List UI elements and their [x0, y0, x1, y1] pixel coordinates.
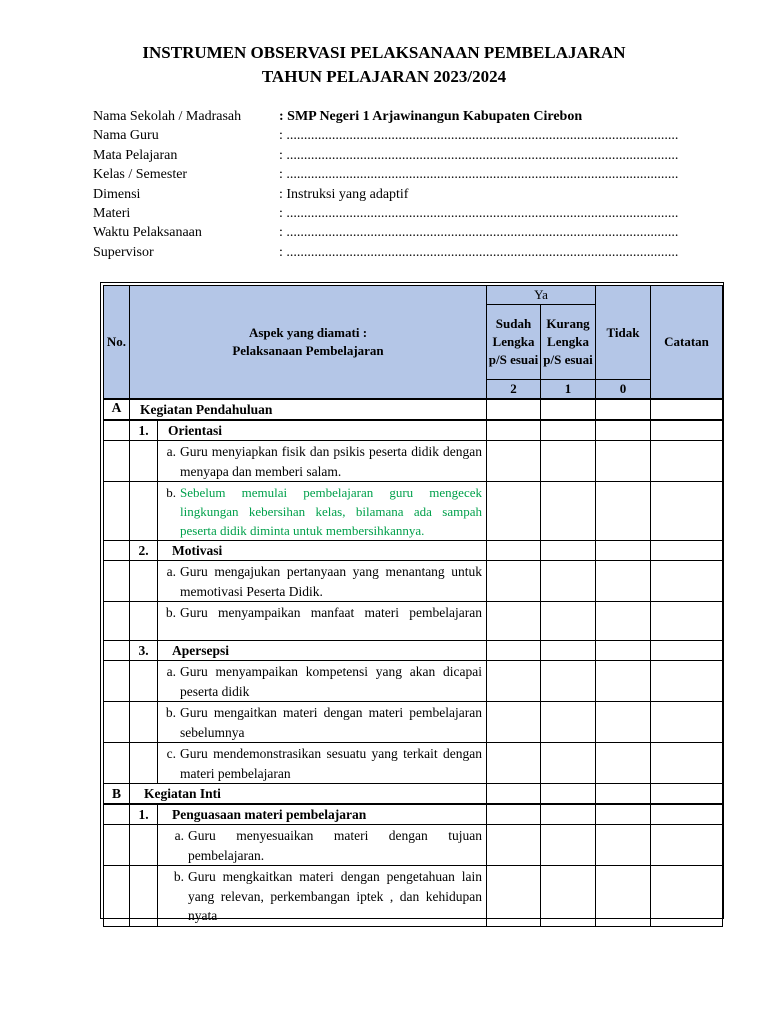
- cell-sudah[interactable]: [487, 420, 541, 441]
- subsection-num: 2.: [130, 541, 158, 561]
- cell-sudah[interactable]: [487, 702, 541, 743]
- cell-sudah[interactable]: [487, 866, 541, 927]
- cell-kurang[interactable]: [541, 784, 596, 805]
- cell-catatan[interactable]: [651, 561, 723, 602]
- list-item: [158, 441, 486, 481]
- list-item: [158, 743, 486, 783]
- cell-empty: [130, 661, 158, 702]
- section-label: [130, 784, 487, 805]
- info-value: : ................................................................................................................: [279, 167, 679, 183]
- item-letter: c.: [166, 746, 176, 761]
- cell-kurang[interactable]: [541, 641, 596, 661]
- info-value: : ................................................................................................................: [279, 205, 679, 221]
- score-kurang: 1: [541, 380, 596, 400]
- info-block: [93, 107, 733, 262]
- header-aspek: [130, 286, 487, 400]
- document-title: INSTRUMEN OBSERVASI PELAKSANAAN PEMBELAJARAN: [142, 43, 626, 62]
- cell-catatan[interactable]: [651, 441, 723, 482]
- subsection-label-text: Orientasi: [168, 423, 222, 438]
- item-cell: [158, 702, 487, 743]
- info-label: Nama Guru: [93, 128, 159, 144]
- table-row: [104, 866, 723, 927]
- info-row-guru: [93, 126, 733, 145]
- list-item: [158, 866, 486, 926]
- info-row-dimensi: [93, 185, 733, 204]
- item-letter: b.: [165, 605, 176, 620]
- item-text: [180, 603, 482, 623]
- header-ya: Ya: [487, 286, 596, 305]
- info-value: : ................................................................................................................: [279, 225, 679, 241]
- cell-sudah[interactable]: [487, 743, 541, 784]
- item-text: Guru mengajukan pertanyaan yang menantang untuk memotivasi Peserta Didik.: [180, 564, 482, 599]
- table-row: [104, 561, 723, 602]
- document-subtitle: TAHUN PELAJARAN 2023/2024: [261, 67, 507, 86]
- cell-kurang[interactable]: [541, 420, 596, 441]
- cell-catatan[interactable]: [651, 825, 723, 866]
- cell-kurang[interactable]: [541, 541, 596, 561]
- cell-sudah[interactable]: [487, 541, 541, 561]
- list-item: [158, 825, 486, 865]
- list-item: [158, 482, 486, 540]
- cell-empty: [104, 420, 130, 441]
- info-label: Mata Pelajaran: [93, 147, 178, 163]
- table-row: [104, 804, 723, 825]
- table-row: [104, 641, 723, 661]
- cell-empty: [130, 743, 158, 784]
- item-text: Guru menyampaikan kompetensi yang akan dicapai peserta didik: [180, 664, 482, 699]
- cell-tidak[interactable]: [596, 482, 651, 541]
- section-label-text: Kegiatan Inti: [144, 786, 221, 801]
- item-cell: [158, 866, 487, 927]
- subsection-num: 1.: [130, 804, 158, 825]
- cell-tidak[interactable]: [596, 602, 651, 641]
- cell-empty: [104, 661, 130, 702]
- item-letter: b.: [165, 705, 176, 720]
- section-label-text: Kegiatan Pendahuluan: [140, 402, 273, 417]
- info-value: : ................................................................................................................: [279, 147, 679, 163]
- cell-sudah[interactable]: [487, 784, 541, 805]
- info-label: Kelas / Semester: [93, 167, 188, 183]
- info-label: Materi: [93, 205, 131, 221]
- cell-sudah[interactable]: [487, 825, 541, 866]
- cell-empty: [104, 482, 130, 541]
- info-label: Nama Sekolah / Madrasah: [93, 109, 242, 124]
- info-label: Dimensi: [93, 186, 141, 202]
- item-letter: b.: [173, 869, 184, 884]
- subsection-label: [158, 804, 487, 825]
- item-text: Guru menyiapkan fisik dan psikis peserta didik dengan menyapa dan memberi salam.: [180, 444, 482, 479]
- info-row-mapel: [93, 146, 733, 165]
- item-cell: [158, 661, 487, 702]
- cell-catatan[interactable]: [651, 661, 723, 702]
- cell-tidak[interactable]: [596, 825, 651, 866]
- cell-empty: [130, 866, 158, 927]
- item-letter: a.: [166, 664, 176, 679]
- cell-empty: [104, 641, 130, 661]
- list-item: [158, 661, 486, 701]
- cell-sudah[interactable]: [487, 641, 541, 661]
- table-row: [104, 825, 723, 866]
- cell-empty: [104, 743, 130, 784]
- cell-catatan[interactable]: [651, 743, 723, 784]
- cell-kurang[interactable]: [541, 743, 596, 784]
- item-text: Guru mendemonstrasikan sesuatu yang terkait dengan materi pembelajaran: [180, 746, 482, 781]
- header-aspek-line2: Pelaksanaan Pembelajaran: [232, 343, 384, 358]
- observation-table: [103, 285, 723, 927]
- cell-tidak[interactable]: [596, 399, 651, 420]
- item-letter: a.: [166, 444, 176, 459]
- cell-catatan[interactable]: [651, 399, 723, 420]
- table-row: [104, 420, 723, 441]
- cell-tidak[interactable]: [596, 541, 651, 561]
- item-text-line: Guru menyampaikan manfaat materi pembelajaran: [180, 605, 482, 620]
- cell-kurang[interactable]: [541, 661, 596, 702]
- info-row-waktu: [93, 223, 733, 242]
- item-cell: [158, 825, 487, 866]
- header-catatan: Catatan: [651, 286, 723, 400]
- cell-catatan[interactable]: [651, 702, 723, 743]
- item-cell: [158, 561, 487, 602]
- cell-empty: [130, 441, 158, 482]
- cell-catatan[interactable]: [651, 641, 723, 661]
- cell-kurang[interactable]: [541, 561, 596, 602]
- cell-sudah[interactable]: [487, 399, 541, 420]
- item-text: Guru menyesuaikan materi dengan tujuan pembelajaran.: [188, 828, 482, 863]
- cell-catatan[interactable]: [651, 784, 723, 805]
- header-tidak: Tidak: [596, 286, 651, 380]
- cell-tidak[interactable]: [596, 661, 651, 702]
- cell-sudah[interactable]: [487, 441, 541, 482]
- cell-catatan[interactable]: [651, 602, 723, 641]
- score-tidak: 0: [596, 380, 651, 400]
- item-text: Sebelum memulai pembelajaran guru mengecek lingkungan kebersihan kelas, bilamana ada sampah peserta didik diminta untuk membersihkannya.: [180, 485, 482, 538]
- item-cell: [158, 441, 487, 482]
- cell-sudah[interactable]: [487, 602, 541, 641]
- section-label: [130, 399, 487, 420]
- cell-kurang[interactable]: [541, 602, 596, 641]
- item-cell: [158, 482, 487, 541]
- cell-kurang[interactable]: [541, 866, 596, 927]
- cell-kurang[interactable]: [541, 399, 596, 420]
- info-label: Waktu Pelaksanaan: [93, 225, 202, 241]
- section-code: A: [104, 399, 130, 420]
- cell-empty: [130, 602, 158, 641]
- header-sudah: Sudah Lengka p/S esuai: [487, 305, 541, 380]
- item-text: Guru mengkaitkan materi dengan pengetahuan lain yang relevan, perkembangan iptek , dan kehidupan nyata: [188, 869, 482, 923]
- cell-empty: [104, 804, 130, 825]
- cell-catatan[interactable]: [651, 482, 723, 541]
- list-item: [158, 561, 486, 601]
- cell-sudah[interactable]: [487, 482, 541, 541]
- table-row: [104, 602, 723, 641]
- subsection-label: [158, 641, 487, 661]
- cell-catatan[interactable]: [651, 541, 723, 561]
- cell-kurang[interactable]: [541, 441, 596, 482]
- table-row: [104, 702, 723, 743]
- info-label: Supervisor: [93, 244, 154, 260]
- info-row-sekolah: [93, 107, 733, 126]
- list-item: [158, 702, 486, 742]
- cell-empty: [104, 541, 130, 561]
- subsection-label-text: Motivasi: [172, 543, 223, 558]
- cell-kurang[interactable]: [541, 804, 596, 825]
- cell-catatan[interactable]: [651, 804, 723, 825]
- subsection-num: 1.: [130, 420, 158, 441]
- cell-kurang[interactable]: [541, 482, 596, 541]
- info-row-kelas: [93, 165, 733, 184]
- table-row: [104, 399, 723, 420]
- subsection-num: 3.: [130, 641, 158, 661]
- info-value: : ................................................................................................................: [279, 128, 679, 144]
- info-row-materi: [93, 204, 733, 223]
- cell-sudah[interactable]: [487, 661, 541, 702]
- cell-empty: [130, 702, 158, 743]
- cell-empty: [130, 561, 158, 602]
- cell-empty: [104, 702, 130, 743]
- cell-empty: [104, 602, 130, 641]
- item-text: Guru mengaitkan materi dengan materi pembelajaran sebelumnya: [180, 705, 482, 740]
- header-no: No.: [104, 286, 130, 400]
- cell-kurang[interactable]: [541, 825, 596, 866]
- cell-empty: [130, 482, 158, 541]
- table-row: [104, 784, 723, 805]
- table-row: [104, 482, 723, 541]
- subsection-label: [158, 420, 487, 441]
- score-sudah: 2: [487, 380, 541, 400]
- cell-empty: [104, 866, 130, 927]
- header-aspek-line1: Aspek yang diamati :: [248, 325, 368, 340]
- table-row: [104, 661, 723, 702]
- cell-catatan[interactable]: [651, 420, 723, 441]
- cell-tidak[interactable]: [596, 784, 651, 805]
- table-row: [104, 743, 723, 784]
- item-letter: b.: [166, 485, 176, 500]
- item-letter: a.: [166, 564, 176, 579]
- cell-tidak[interactable]: [596, 702, 651, 743]
- item-letter: a.: [174, 828, 184, 843]
- subsection-label: [158, 541, 487, 561]
- info-value: : Instruksi yang adaptif: [279, 186, 409, 202]
- cell-empty: [104, 441, 130, 482]
- cell-tidak[interactable]: [596, 743, 651, 784]
- table-row: [104, 541, 723, 561]
- cell-tidak[interactable]: [596, 441, 651, 482]
- cell-tidak[interactable]: [596, 866, 651, 927]
- section-code: B: [104, 784, 130, 805]
- cell-sudah[interactable]: [487, 804, 541, 825]
- item-cell: [158, 743, 487, 784]
- item-cell: [158, 602, 487, 641]
- cell-tidak[interactable]: [596, 804, 651, 825]
- cell-catatan[interactable]: [651, 866, 723, 927]
- info-value: : ................................................................................................................: [279, 244, 679, 260]
- list-item: [158, 602, 486, 623]
- cell-sudah[interactable]: [487, 561, 541, 602]
- cell-empty: [130, 825, 158, 866]
- cell-empty: [104, 825, 130, 866]
- cell-tidak[interactable]: [596, 641, 651, 661]
- cell-tidak[interactable]: [596, 420, 651, 441]
- header-kurang: Kurang Lengka p/S esuai: [541, 305, 596, 380]
- info-row-supervisor: [93, 243, 733, 262]
- cell-empty: [104, 561, 130, 602]
- info-value: : SMP Negeri 1 Arjawinangun Kabupaten Cirebon: [279, 109, 583, 124]
- table-row: [104, 441, 723, 482]
- cell-tidak[interactable]: [596, 561, 651, 602]
- subsection-label-text: Apersepsi: [172, 643, 229, 658]
- cell-kurang[interactable]: [541, 702, 596, 743]
- subsection-label-text: Penguasaan materi pembelajaran: [172, 807, 367, 822]
